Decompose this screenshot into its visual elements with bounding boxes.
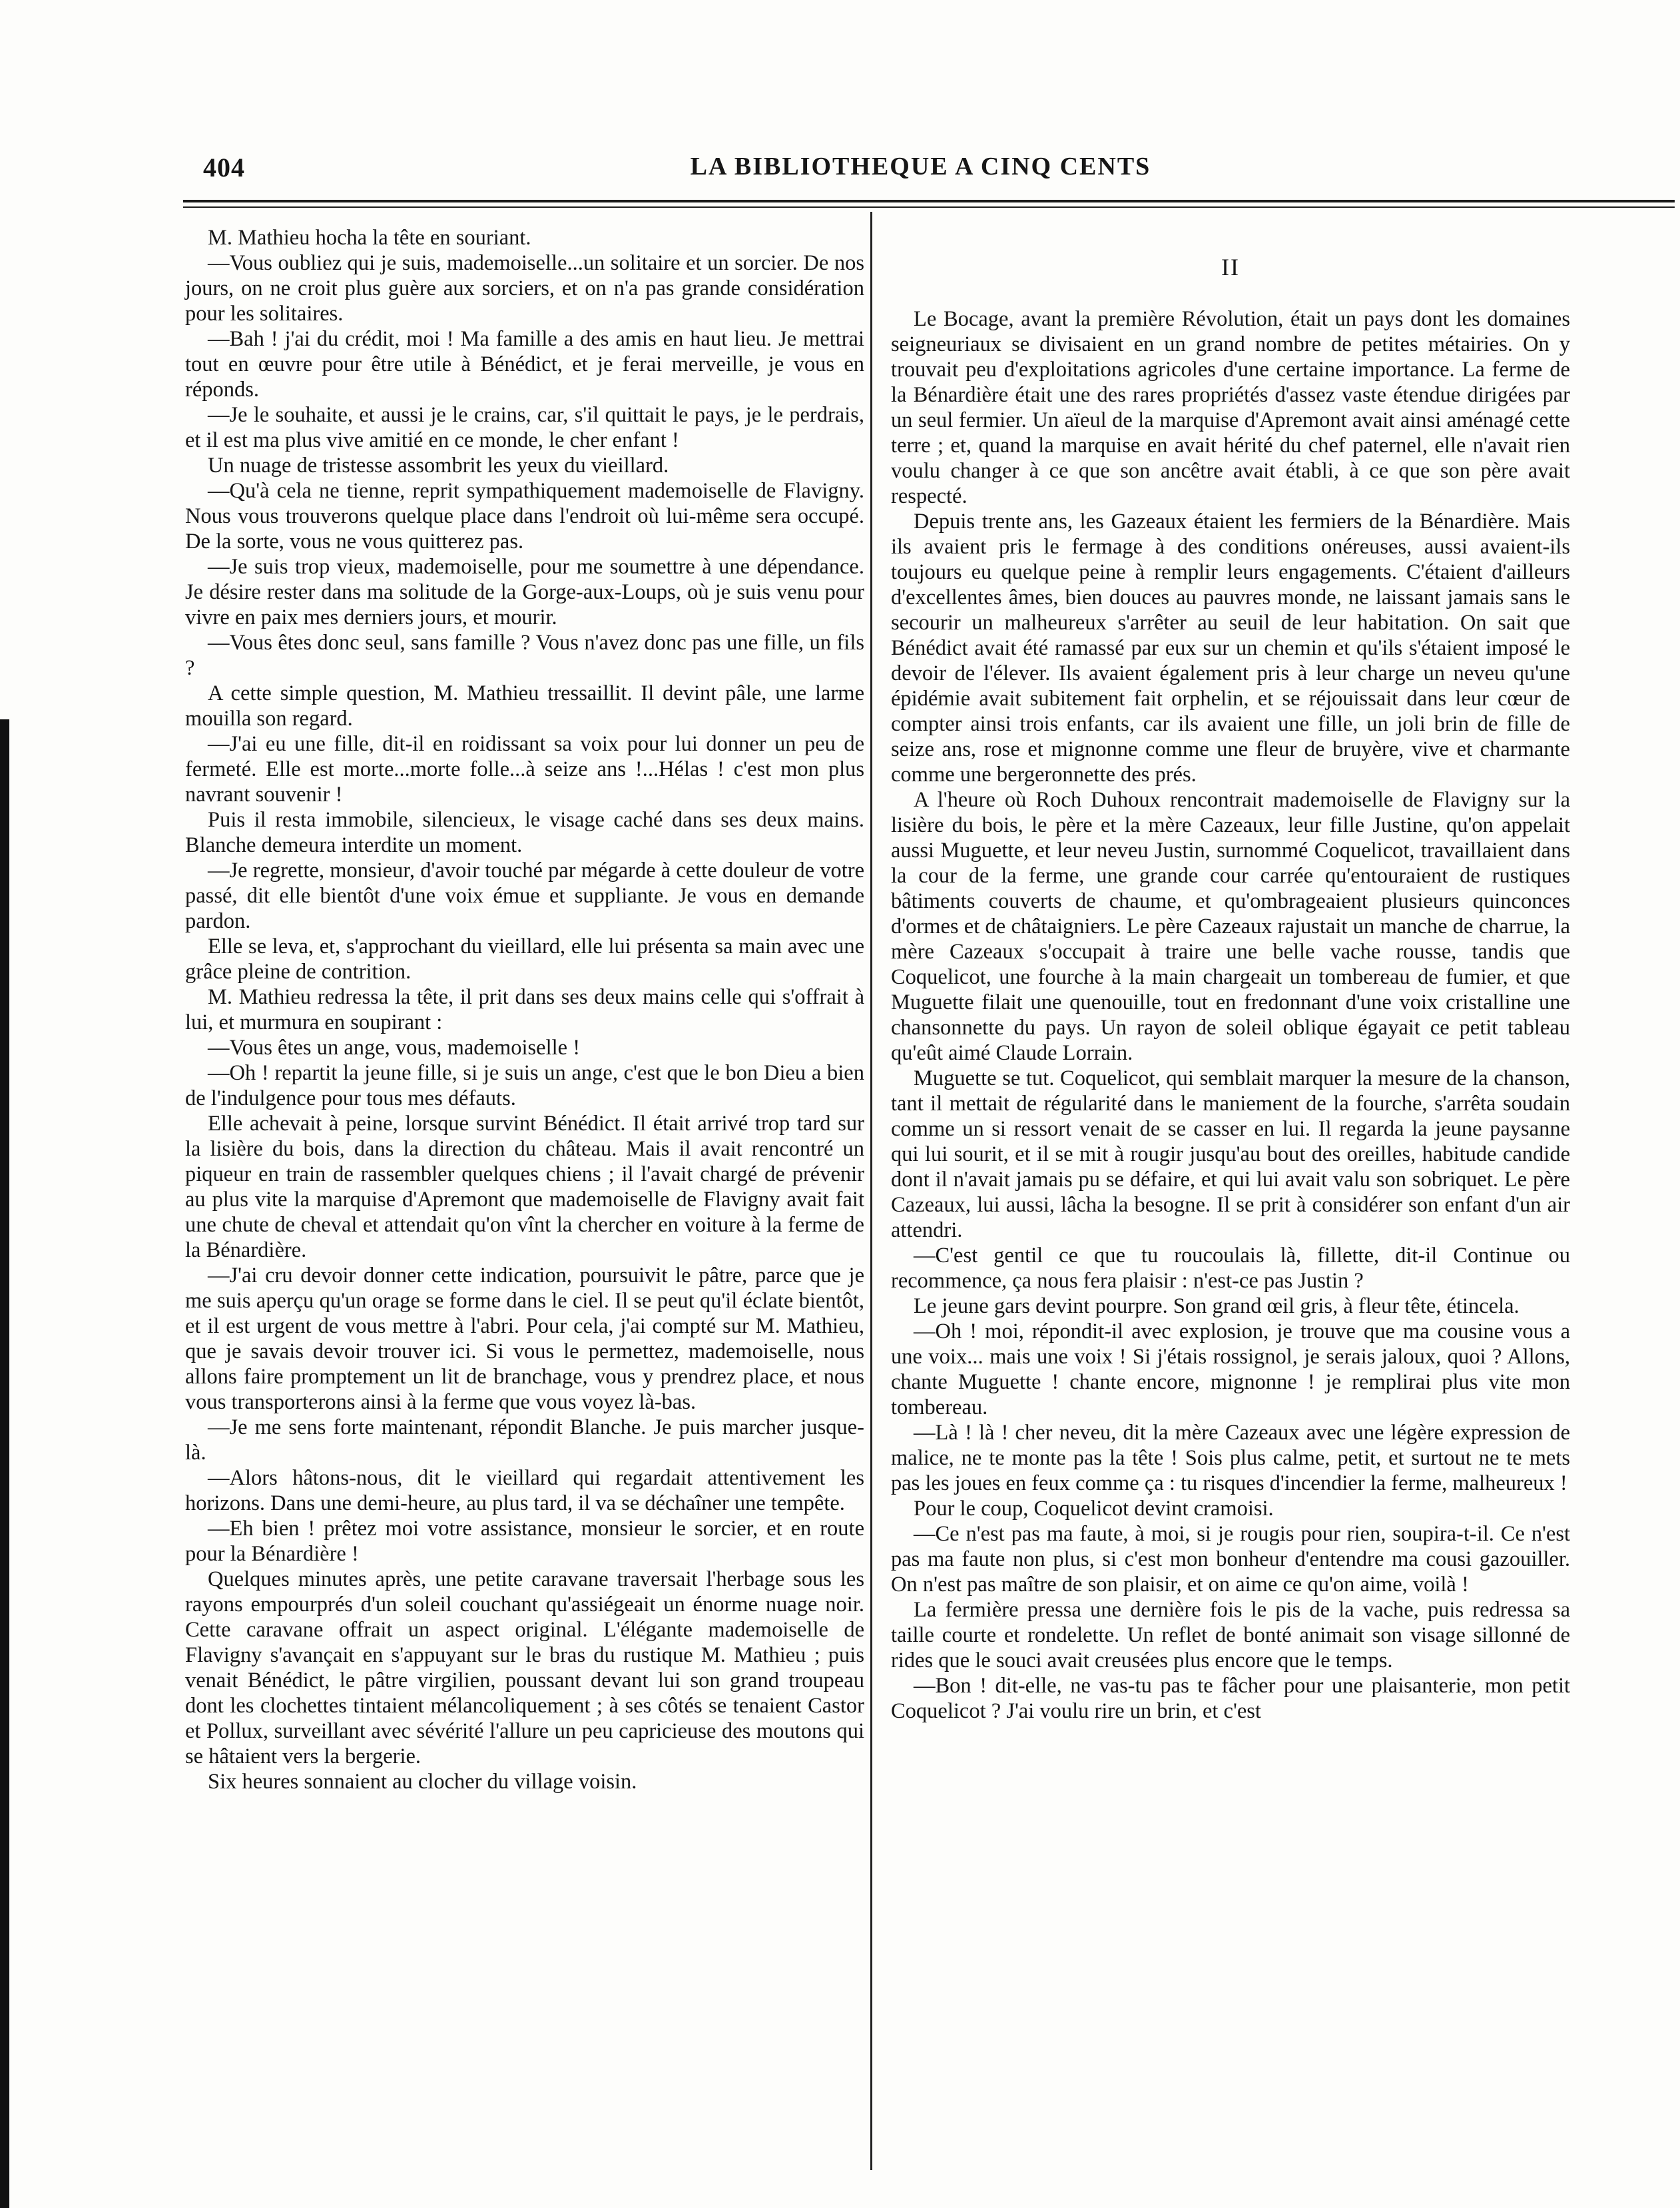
paragraph: —Bah ! j'ai du crédit, moi ! Ma famille a des amis en haut lieu. Je mettrai tout en œuvre pour être utile à Bénédict, et je ferai merveille, je vous en réponds. — [185, 327, 864, 402]
paragraph: Muguette se tut. Coquelicot, qui semblait marquer la mesure de la chanson, tant il mettait de régularité dans le maniement de la fourche, s'arrêta soudain comme un si ressort venait de se casser en lui. Il regarda la jeune paysanne qui lui sourit, et il se mit à rougir jusqu'au bout des oreilles, habitude candide dont il n'avait jamais pu se défaire, et qui lui avait valu son sobriquet. Le père Cazeaux, lui aussi, lâcha la besogne. Il se prit à considérer son enfant d'un air attendri. — [891, 1066, 1570, 1242]
paragraph: La fermière pressa une dernière fois le pis de la vache, puis redressa sa taille courte et rondelette. Un reflet de bonté animait son visage sillonné de rides que le souci avait creusées plus encore que le temps. — [891, 1598, 1570, 1672]
paragraph: M. Mathieu hocha la tête en souriant. — [208, 226, 531, 250]
paragraph: —J'ai cru devoir donner cette indication, poursuivit le pâtre, parce que je me suis aperçu qu'un orage se forme dans le ciel. Il se peut qu'il éclate bientôt, et il est urgent de vous mettre à l'abri. Pour cela, j'ai compté sur M. Mathieu, que je savais devoir trouver ici. Si vous le permettez, mademoiselle, nous allons faire promptement un lit de branchage, vous y prendrez place, et nous vous transporterons ainsi à la ferme que vous voyez là-bas. — [185, 1264, 864, 1414]
running-title: LA BIBLIOTHEQUE A CINQ CENTS — [690, 153, 1151, 181]
paragraph: —Alors hâtons-nous, dit le vieillard qui regardait attentivement les horizons. Dans une demi-heure, au plus tard, il va se déchaîner une tempête. — [185, 1466, 864, 1515]
left-column — [185, 225, 864, 1794]
paragraph: —Oh ! moi, répondit-il avec explosion, je trouve que ma cousine vous a une voix... mais une voix ! Si j'étais rossignol, je serais jaloux, quoi ? Allons, chante Muguette ! chante encore, mignonne ! je remplirai plus vite mon tombereau. — [891, 1319, 1570, 1419]
paragraph: A l'heure où Roch Duhoux rencontrait mademoiselle de Flavigny sur la lisière du bois, le père et la mère Cazeaux, leur fille Justine, qu'on appelait aussi Muguette, et leur neveu Justin, surnommé Coquelicot, travaillaient dans la cour de la ferme, une grande cour carrée qu'entouraient de rustiques bâtiments couverts de chaume, et qu'ombrageaient plusieurs quinconces d'ormes et de châtaigniers. Le père Cazeaux rajustait un manche de charrue, la mère Cazeaux s'occupait à traire une belle vache rousse, tandis que Coquelicot, une fourche à la main chargeait un tombereau de fumier, et que Muguette filait une quenouille, tout en fredonnant d'une voix cristalline une chansonnette du pays. Un rayon de soleil oblique égayait ce petit tableau qu'eût aimé Claude Lorrain. — [891, 788, 1570, 1065]
paragraph: —C'est gentil ce que tu roucoulais là, fillette, dit-il Continue ou recommence, ça nous fera plaisir : n'est-ce pas Justin ? — [891, 1244, 1570, 1293]
paragraph: —Je me sens forte maintenant, répondit Blanche. Je puis marcher jusque-là. — [185, 1415, 864, 1465]
paragraph: Six heures sonnaient au clocher du village voisin. — [208, 1770, 637, 1794]
paragraph: —Bon ! dit-elle, ne vas-tu pas te fâcher pour une plaisanterie, mon petit Coquelicot ? J'ai voulu rire un brin, et c'est — [891, 1674, 1570, 1723]
paragraph: —Là ! là ! cher neveu, dit la mère Cazeaux avec une légère expression de malice, ne te monte pas la tête ! Sois plus calme, petit, et surtout ne te mets pas les joues en feux comme ça : tu risques d'incendier la ferme, malheureux ! — [891, 1421, 1570, 1495]
paragraph: —Ce n'est pas ma faute, à moi, si je rougis pour rien, soupira-t-il. Ce n'est pas ma faute non plus, si c'est mon bonheur d'entendre ma cousi gazouiller. On n'est pas maître de son plaisir, et on aime ce qu'on aime, voilà ! — [891, 1522, 1570, 1597]
paragraph: —Vous oubliez qui je suis, mademoiselle...un solitaire et un sorcier. De nos jours, on ne croit plus guère aux sorciers, et on n'a pas grande considération pour les solitaires. — [185, 251, 864, 326]
paragraph: Depuis trente ans, les Gazeaux étaient les fermiers de la Bénardière. Mais ils avaient pris le fermage à des conditions onéreuses, aussi avaient-ils toujours eu quelque peine à remplir leurs engagements. C'étaient d'ailleurs d'excellentes âmes, bien douces au pauvres monde, ne laissant jamais sans le secourir un malheureux s'arrêter au seuil de leur habitation. On sait que Bénédict avait été ramassé par eux sur un chemin et qu'ils s'étaient imposé le devoir de l'élever. Ils avaient également pris à leur charge un neveu qu'une épidémie avait subitement fait orphelin, et se réjouissait dans leur cœur de compter ainsi trois enfants, car ils avaient une fille, un joli brin de fille de seize ans, rose et mignonne comme une fleur de bruyère, vive et charmante comme une bergeronnette des prés. — [891, 510, 1570, 787]
header-rule-thick — [183, 200, 1675, 202]
paragraph: Pour le coup, Coquelicot devint cramoisi. — [914, 1497, 1274, 1521]
paragraph: M. Mathieu redressa la tête, il prit dans ses deux mains celle qui s'offrait à lui, et murmura en soupirant : — [185, 985, 864, 1034]
page-number: 404 — [203, 153, 245, 183]
paragraph: Elle se leva, et, s'approchant du vieillard, elle lui présenta sa main avec une grâce pleine de contrition. — [185, 934, 864, 984]
paragraph: —Oh ! repartit la jeune fille, si je suis un ange, c'est que le bon Dieu a bien de l'indulgence pour tous mes défauts. — [185, 1061, 864, 1110]
paragraph: Puis il resta immobile, silencieux, le visage caché dans ses deux mains. Blanche demeura interdite un moment. — [185, 808, 864, 857]
paragraph: Le Bocage, avant la première Révolution, était un pays dont les domaines seigneuriaux se divisaient en un grand nombre de petites métairies. On y trouvait peu d'exploitations agricoles d'une certaine importance. La ferme de la Bénardière était une des rares propriétés d'assez vaste étendue dirigées par un seul fermier. Un aïeul de la marquise d'Apremont avait ainsi aménagé cette terre ; et, quand la marquise en avait hérité du chef paternel, elle n'avait rien voulu changer à ce que son ancêtre avait établi, à ce que son père avait respecté. — [891, 307, 1570, 508]
paragraph: —J'ai eu une fille, dit-il en roidissant sa voix pour lui donner un peu de fermeté. Elle est morte...morte folle...à seize ans !...Hélas ! c'est mon plus navrant souvenir ! — [185, 732, 864, 807]
paragraph: A cette simple question, M. Mathieu tressaillit. Il devint pâle, une larme mouilla son regard. — [185, 681, 864, 731]
right-column — [891, 225, 1570, 1724]
header-rule-thin — [183, 206, 1675, 208]
paragraph: Quelques minutes après, une petite caravane traversait l'herbage sous les rayons empourprés d'un soleil couchant qu'assiégeait un énorme nuage noir. Cette caravane offrait un aspect original. L'élégante mademoiselle de Flavigny s'avançait en s'appuyant sur le bras du rustique M. Mathieu ; puis venait Bénédict, le pâtre virgilien, poussant devant lui son grand troupeau dont les clochettes tintaient mélancoliquement ; à ses côtés se tenaient Castor et Pollux, surveillant avec sévérité l'allure un peu capricieuse des moutons qui se hâtaient vers la bergerie. — [185, 1567, 864, 1768]
paragraph: —Je suis trop vieux, mademoiselle, pour me soumettre à une dépendance. Je désire rester dans ma solitude de la Gorge-aux-Loups, où je suis venu pour vivre en paix mes derniers jours, et mourir. — [185, 555, 864, 629]
paragraph: —Je le souhaite, et aussi je le crains, car, s'il quittait le pays, je le perdrais, et il est ma plus vive amitié en ce monde, le cher enfant ! — [185, 403, 864, 452]
page-header — [170, 152, 1671, 184]
paragraph: Elle achevait à peine, lorsque survint Bénédict. Il était arrivé trop tard sur la lisière du bois, dans la direction du château. Mais il avait rencontré un piqueur en train de rassembler quelques chiens ; il l'avait chargé de prévenir au plus vite la marquise d'Apremont que mademoiselle de Flavigny avait fait une chute de cheval et attendait qu'on vînt la chercher en voiture à la ferme de la Bénardière. — [185, 1112, 864, 1262]
paragraph: Le jeune gars devint pourpre. Son grand œil gris, à fleur tête, étincela. — [914, 1294, 1520, 1318]
paragraph: —Qu'à cela ne tienne, reprit sympathiquement mademoiselle de Flavigny. Nous vous trouverons quelque place dans l'endroit où lui-même sera occupé. De la sorte, vous ne vous quitterez pas. — [185, 479, 864, 553]
column-divider — [870, 212, 872, 2170]
section-heading: II — [1221, 254, 1240, 280]
paragraph: —Vous êtes un ange, vous, mademoiselle ! — [208, 1036, 581, 1060]
paragraph: Un nuage de tristesse assombrit les yeux du vieillard. — [208, 454, 669, 478]
scan-binding-edge — [0, 719, 9, 2208]
paragraph: —Vous êtes donc seul, sans famille ? Vous n'avez donc pas une fille, un fils ? — [185, 631, 864, 680]
paragraph: —Je regrette, monsieur, d'avoir touché par mégarde à cette douleur de votre passé, dit elle bientôt d'une voix émue et suppliante. Je vous en demande pardon. — [185, 859, 864, 933]
paragraph: —Eh bien ! prêtez moi votre assistance, monsieur le sorcier, et en route pour la Bénardière ! — [185, 1517, 864, 1566]
